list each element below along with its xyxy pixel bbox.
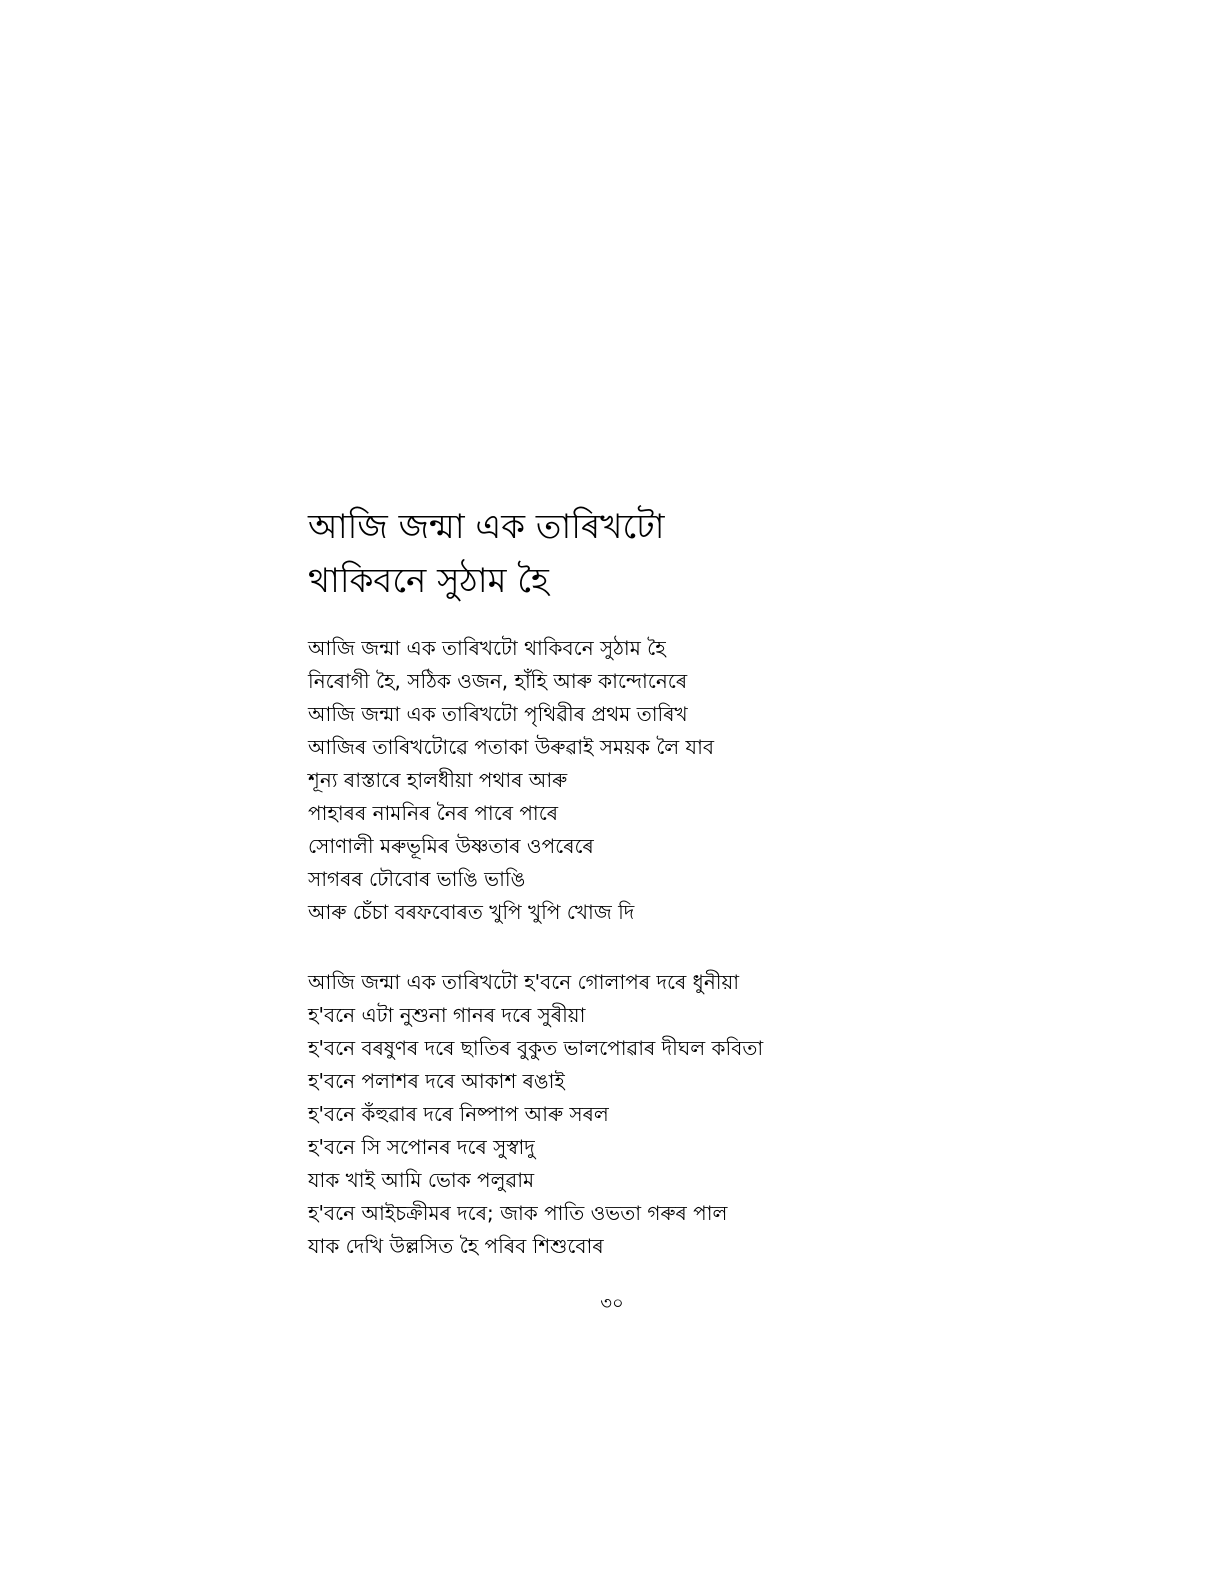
verse-line: হ'বনে বৰষুণৰ দৰে ছাতিৰ বুকুত ভালপোৱাৰ দীঘল কবিতা xyxy=(308,1036,764,1060)
verse-line: হ'বনে পলাশৰ দৰে আকাশ ৰঙাই xyxy=(308,1069,565,1093)
verse-line: হ'বনে আইচক্ৰীমৰ দৰে; জাক পাতি ওভতা গৰুৰ পাল xyxy=(308,1201,728,1225)
poem-title xyxy=(308,500,928,608)
verse-line: সাগৰৰ ঢৌবোৰ ভাঙি ভাঙি xyxy=(308,867,526,891)
stanza-2 xyxy=(308,966,928,1263)
verse-line: শূন্য ৰাস্তাৰে হালধীয়া পথাৰ আৰু xyxy=(308,768,568,792)
verse-line: হ'বনে সি সপোনৰ দৰে সুস্বাদু xyxy=(308,1135,535,1159)
verse-line: হ'বনে কঁহুৱাৰ দৰে নিষ্পাপ আৰু সৰল xyxy=(308,1102,609,1126)
stanza-1 xyxy=(308,632,928,929)
verse-line: হ'বনে এটা নুশুনা গানৰ দৰে সুৰীয়া xyxy=(308,1003,586,1027)
verse-line: আজি জন্মা এক তাৰিখটো পৃথিৱীৰ প্ৰথম তাৰিখ xyxy=(308,702,688,726)
verse-line: যাক খাই আমি ভোক পলুৱাম xyxy=(308,1168,535,1192)
verse-line: সোণালী মৰুভূমিৰ উষ্ণতাৰ ওপৰেৰে xyxy=(308,834,594,858)
verse-line: যাক দেখি উল্লসিত হৈ পৰিব শিশুবোৰ xyxy=(308,1234,604,1258)
verse-line: আজি জন্মা এক তাৰিখটো থাকিবনে সুঠাম হৈ xyxy=(308,636,666,660)
verse-line: আজি জন্মা এক তাৰিখটো হ'বনে গোলাপৰ দৰে ধুনীয়া xyxy=(308,970,740,994)
verse-line: আৰু চেঁচা বৰফবোৰত খুপি খুপি খোজ দি xyxy=(308,900,635,924)
verse-line: আজিৰ তাৰিখটোৱে পতাকা উৰুৱাই সময়ক লৈ যাব xyxy=(308,735,715,759)
poem-title-line: আজি জন্মা এক তাৰিখটো xyxy=(308,507,665,547)
verse-line: পাহাৰৰ নামনিৰ নৈৰ পাৰে পাৰে xyxy=(308,801,559,825)
verse-line: নিৰোগী হৈ, সঠিক ওজন, হাঁহি আৰু কান্দোনেৰে xyxy=(308,669,688,693)
page-number: ৩০ xyxy=(600,1293,624,1314)
poem-title-line: থাকিবনে সুঠাম হৈ xyxy=(308,561,549,601)
